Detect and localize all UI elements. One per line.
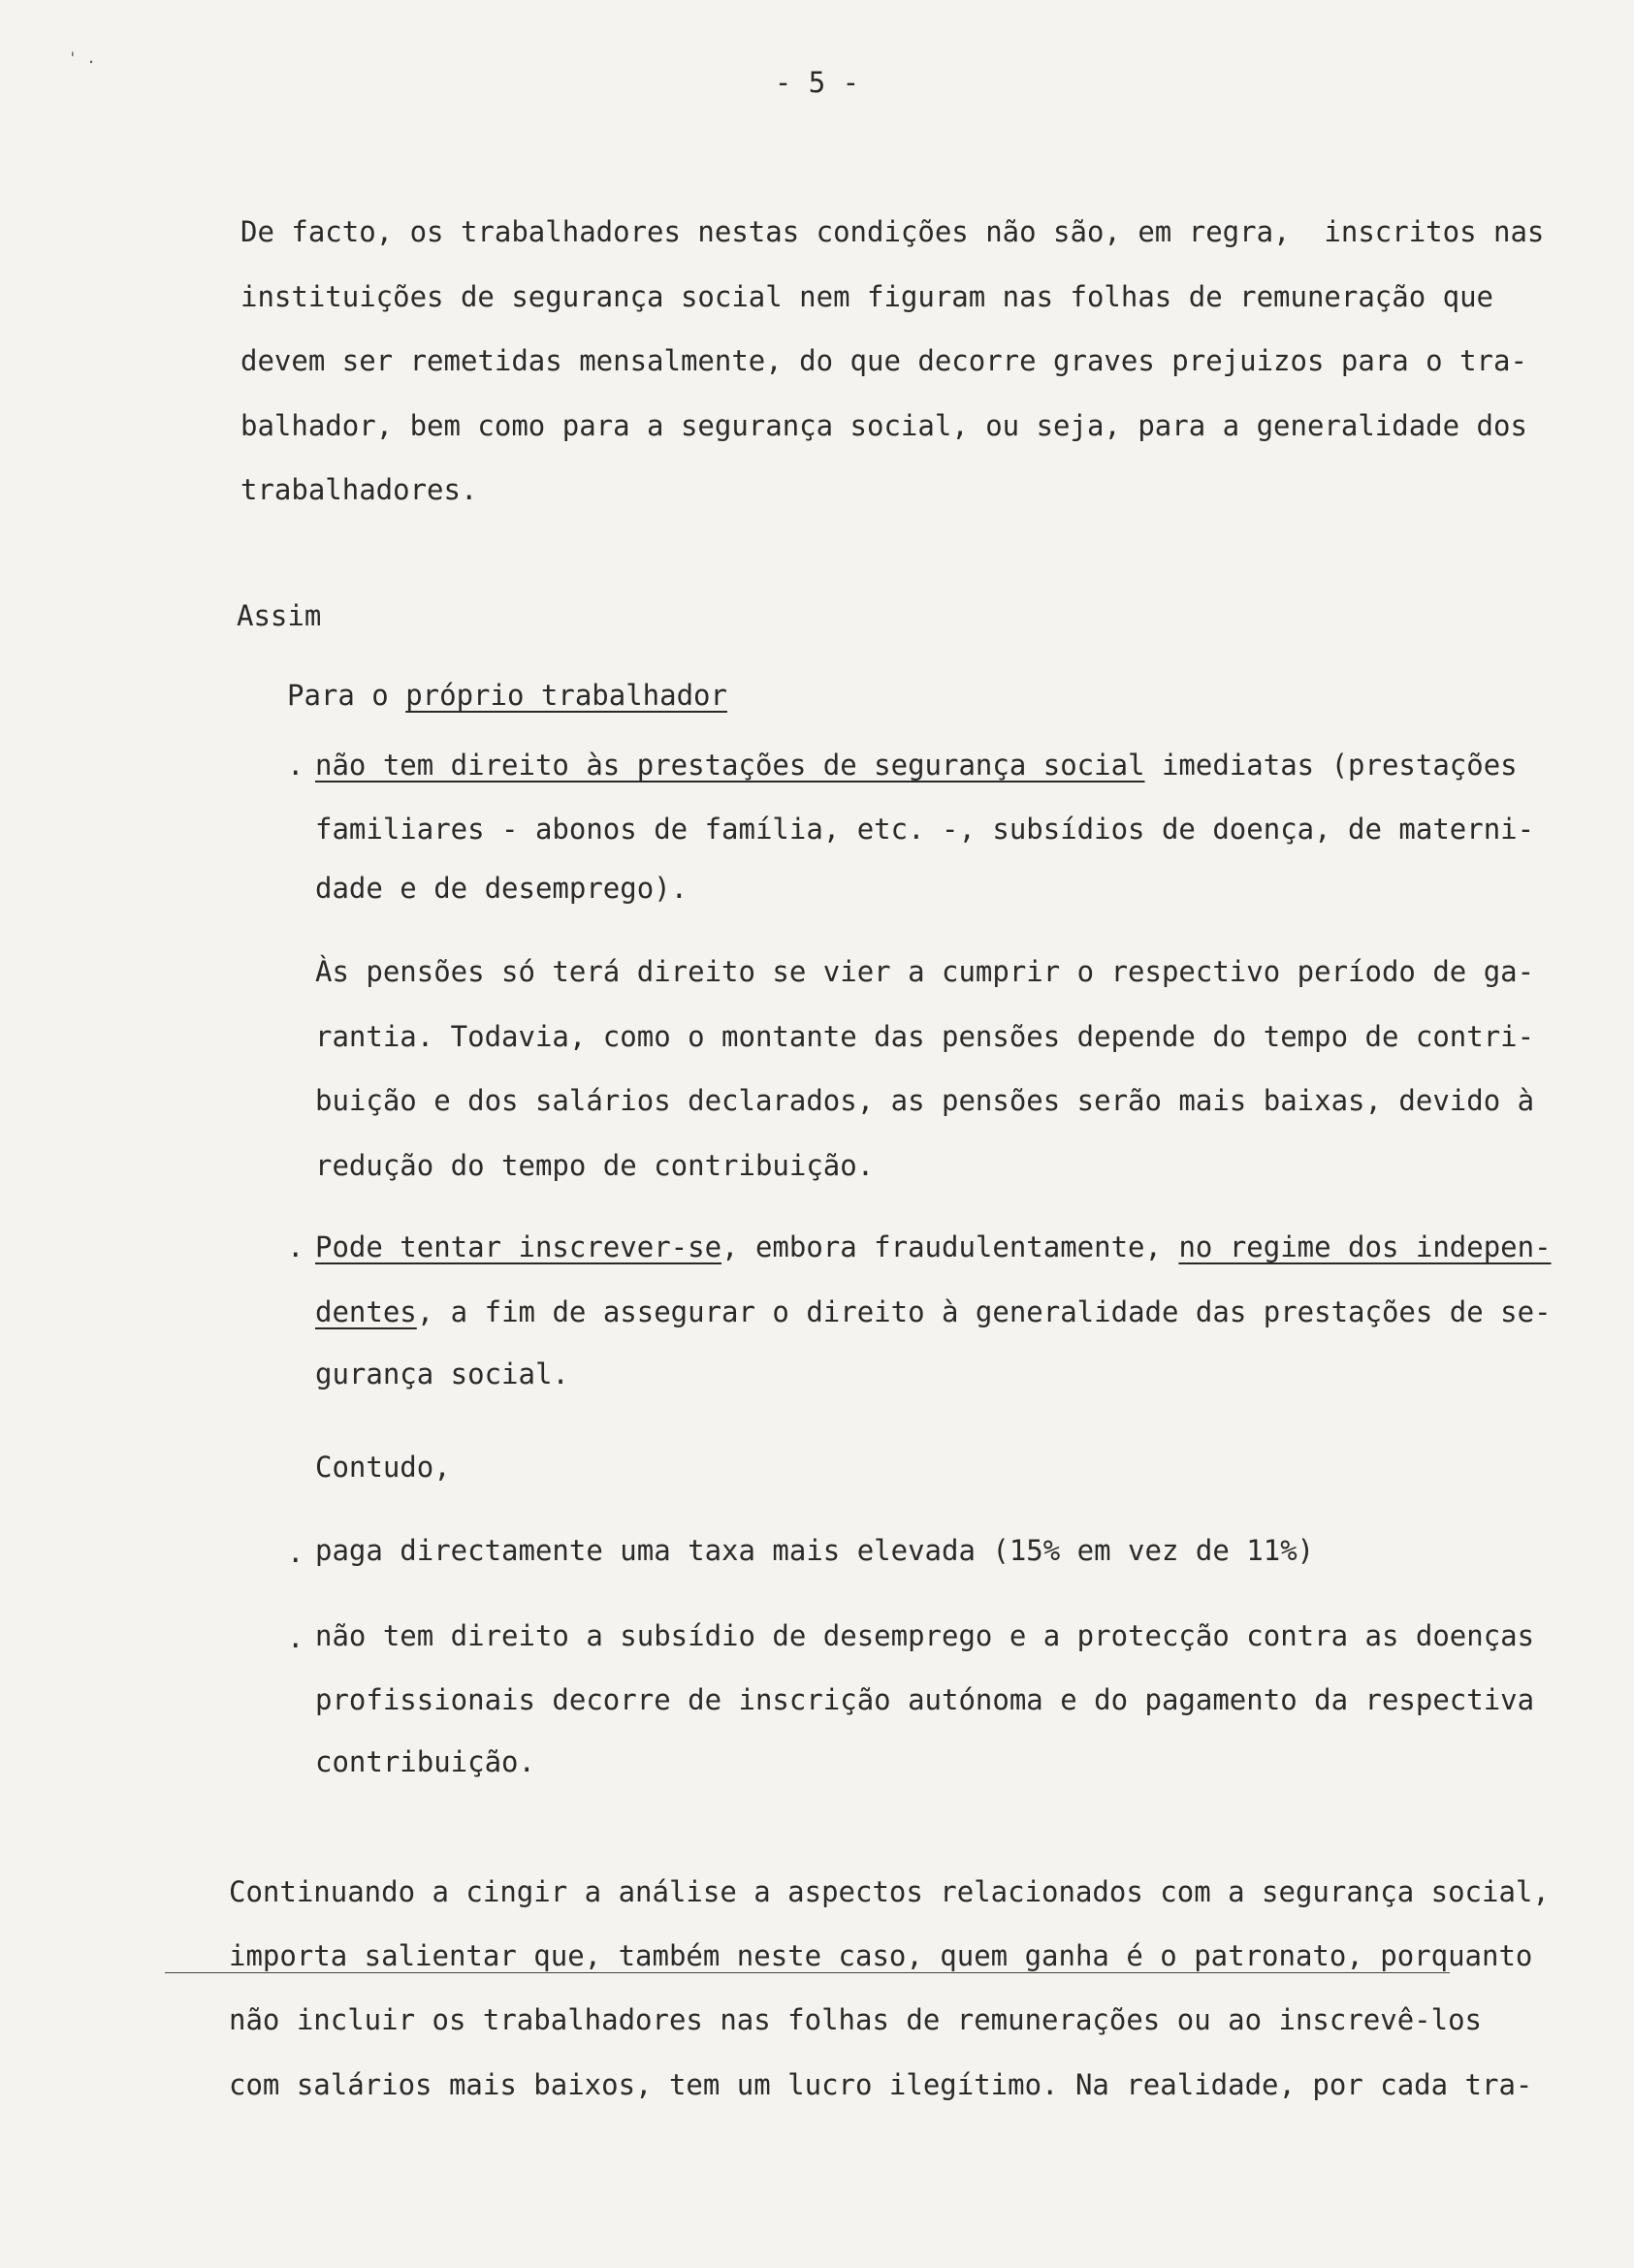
bullet-2-underlined-c: dentes bbox=[315, 1295, 417, 1328]
bullet-1-rest: imediatas (prestações bbox=[1144, 749, 1518, 782]
contudo-label: Contudo, bbox=[315, 1451, 451, 1484]
paragraph-line: devem ser remetidas mensalmente, do que decorre graves prejuizos para o tra- bbox=[240, 344, 1527, 377]
assim-heading: Assim bbox=[237, 599, 322, 632]
final-line: Continuando a cingir a análise a aspectos relacionados com a segurança social, bbox=[229, 1875, 1550, 1908]
bullet-3-line: paga directamente uma taxa mais elevada (15% em vez de 11%) bbox=[315, 1534, 1315, 1567]
final-line: com salários mais baixos, tem um lucro ilegítimo. Na realidade, por cada tra- bbox=[229, 2068, 1533, 2101]
paragraph-line: trabalhadores. bbox=[240, 473, 478, 506]
pension-line: buição e dos salários declarados, as pensões serão mais baixas, devido à bbox=[315, 1084, 1535, 1117]
bullet-4-line: não tem direito a subsídio de desemprego e a protecção contra as doenças bbox=[315, 1619, 1535, 1652]
final-line: importa salientar que, também neste caso, quem ganha é o patronato, porquanto bbox=[229, 1939, 1533, 1972]
bullet-2-rest: , a fim de assegurar o direito à generalidade das prestações de se- bbox=[416, 1295, 1552, 1328]
subheading-prefix: Para o bbox=[287, 679, 406, 712]
paragraph-line: instituições de segurança social nem figuram nas folhas de remuneração que bbox=[240, 280, 1494, 313]
bullet-2-underlined-b: no regime dos indepen- bbox=[1178, 1230, 1552, 1263]
pension-line: redução do tempo de contribuição. bbox=[315, 1149, 875, 1182]
margin-marks: ' . bbox=[68, 48, 96, 67]
paragraph-line: De facto, os trabalhadores nestas condições não são, em regra, inscritos nas bbox=[240, 215, 1545, 248]
bullet-2-line-3: gurança social. bbox=[315, 1358, 569, 1390]
bullet-2-mid: , embora fraudulentamente, bbox=[721, 1230, 1179, 1263]
bullet-marker: . bbox=[287, 749, 304, 782]
pension-line: rantia. Todavia, como o montante das pensões depende do tempo de contri- bbox=[315, 1020, 1535, 1053]
bullet-1-line bbox=[315, 749, 1518, 782]
subheading-line bbox=[287, 679, 727, 712]
bullet-marker: . bbox=[287, 1230, 304, 1263]
bullet-2-line bbox=[315, 1230, 1552, 1263]
bullet-1-underlined: não tem direito às prestações de segurança social bbox=[315, 749, 1145, 782]
bullet-2-line-2 bbox=[315, 1295, 1552, 1328]
page-number: - 5 - bbox=[774, 66, 860, 99]
pension-line: Às pensões só terá direito se vier a cumprir o respectivo período de ga- bbox=[315, 955, 1535, 988]
final-line: não incluir os trabalhadores nas folhas de remunerações ou ao inscrevê-los bbox=[229, 2003, 1483, 2036]
bullet-4-line: contribuição. bbox=[315, 1745, 535, 1778]
bullet-2-underlined-a: Pode tentar inscrever-se bbox=[315, 1230, 722, 1263]
horizontal-rule bbox=[165, 1972, 1450, 1973]
bullet-marker: . bbox=[287, 1536, 304, 1569]
bullet-marker: . bbox=[287, 1621, 304, 1654]
bullet-4-line: profissionais decorre de inscrição autónoma e do pagamento da respectiva bbox=[315, 1683, 1535, 1716]
paragraph-line: balhador, bem como para a segurança social, ou seja, para a generalidade dos bbox=[240, 409, 1527, 442]
subheading-underlined: próprio trabalhador bbox=[405, 679, 727, 712]
bullet-1-line-2: familiares - abonos de família, etc. -, subsídios de doença, de materni- bbox=[315, 813, 1535, 846]
bullet-1-line-3: dade e de desemprego). bbox=[315, 872, 689, 905]
